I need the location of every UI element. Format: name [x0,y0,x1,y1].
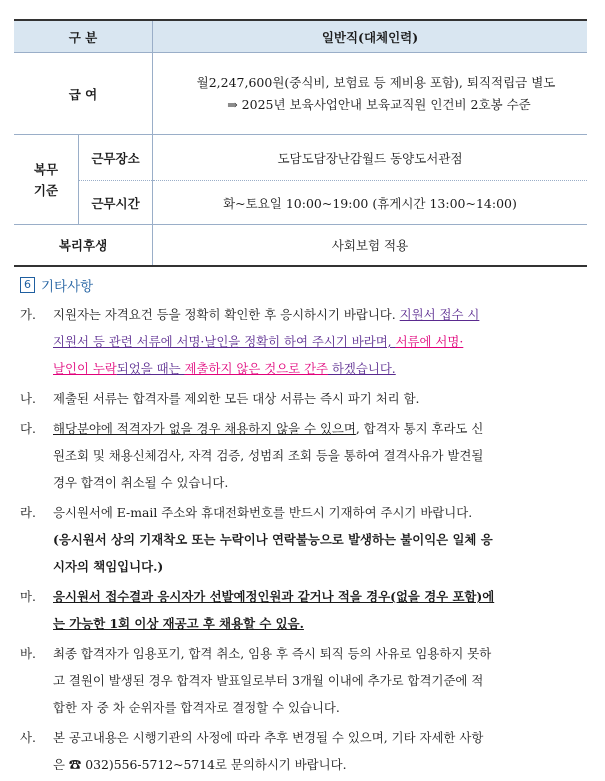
item-text-highlight: 지원서 등 관련 서류에 서명·날인을 정확히 하여 주시기 바라며, [53,334,396,349]
item-text: 고 결원이 발생된 경우 합격자 발표일로부터 3개월 이내에 추가로 합격기준에 적 [53,673,484,688]
pay-label: 급 여 [14,53,153,135]
item-marker: 바. [20,646,36,661]
item-text-highlight: 지원서 접수 시 [399,307,480,322]
item-marker: 마. [20,589,36,604]
item-text: 지원자는 자격요건 등을 정확히 확인한 후 응시하시기 바랍니다. [53,307,400,322]
item-text: 합한 자 중 차 순위자를 합격자로 결정할 수 있습니다. [53,700,340,715]
section-title: 기타사항 [41,279,94,295]
welfare-value: 사회보험 적용 [153,225,588,267]
table-header-row [14,20,587,53]
item-note: 시자의 책임입니다.) [53,559,164,574]
item-text-underlined: 해당분야에 적격자가 없을 경우 채용하지 않을 수 있으며 [53,421,356,436]
list-item-ra [20,499,592,580]
table-row-work-hours [14,181,587,225]
job-info-table [14,19,587,267]
pay-value-line1: 월2,247,600원(중식비, 보험료 등 제비용 포함), 퇴직적립금 별도 [196,74,556,90]
work-place-value: 도담도담장난감월드 동양도서관점 [153,135,588,181]
item-text-warning: 서류에 서명· [395,334,464,349]
table-row-welfare [14,225,587,267]
duty-label-line1: 복무 [33,161,59,177]
list-item-ba [20,640,592,721]
duty-label [14,135,79,225]
work-hours-value: 화~토요일 10:00~19:00 (휴게시간 13:00~14:00) [153,181,588,225]
contact-phone-text: 032)556-5712~5714로 문의하시기 바랍니다. [81,757,347,772]
list-item-ma [20,583,592,637]
item-text: 본 공고내용은 시행기관의 사정에 따라 추후 변경될 수 있으며, 기타 자세한 사항 [53,730,484,745]
list-item-da [20,415,592,496]
header-category: 구 분 [14,20,153,53]
item-text: 응시원서에 E-mail 주소와 휴대전화번호를 반드시 기재하여 주시기 바랍니다. [53,505,473,520]
item-text-highlight: 되었을 때는 [116,361,185,376]
pay-value [153,53,588,135]
item-marker: 가. [20,307,36,322]
work-hours-label: 근무시간 [79,181,153,225]
item-text: 원조회 및 채용신체검사, 자격 검증, 성범죄 조회 등을 통하여 결격사유가 발견될 [53,448,484,463]
work-place-label: 근무장소 [79,135,153,181]
item-text-warning: 날인이 누락 [53,361,117,376]
header-position-type: 일반직(대체인력) [153,20,588,53]
list-item-ga [20,301,592,382]
item-note: (응시원서 상의 기재착오 또는 누락이나 연락불능으로 발생하는 불이익은 일체 응 [53,532,493,547]
item-text-highlight: 하겠습니다. [328,361,396,376]
item-text-underlined: 는 가능한 1회 이상 재공고 후 채용할 수 있음. [53,616,304,631]
phone-icon: ☎ [68,757,82,772]
item-text: 제출된 서류는 합격자를 제외한 모든 대상 서류는 즉시 파기 처리 함. [53,391,420,406]
list-item-sa [20,724,592,778]
item-text-underlined: 응시원서 접수결과 응시자가 선발예정인원과 같거나 적을 경우(없을 경우 포함)에 [53,589,495,604]
welfare-label: 복리후생 [14,225,153,267]
section-heading-other-matters [20,275,93,295]
pay-value-line2: ⇒ 2025년 보육사업안내 보육교직원 인건비 2호봉 수준 [227,96,531,112]
item-marker: 라. [20,505,36,520]
item-marker: 나. [20,391,36,406]
item-text-warning: 제출하지 않은 것으로 간주 [184,361,329,376]
item-text: 경우 합격이 취소될 수 있습니다. [53,475,229,490]
duty-label-line2: 기준 [33,182,59,198]
item-marker: 다. [20,421,36,436]
table-row-pay [14,53,587,135]
item-text: 은 [53,757,69,772]
item-text: 최종 합격자가 임용포기, 합격 취소, 임용 후 즉시 퇴직 등의 사유로 임용하지 못하 [53,646,492,661]
item-text: , 합격자 통지 후라도 신 [355,421,484,436]
list-item-na [20,385,592,412]
table-row-work-place [14,135,587,181]
item-marker: 사. [20,730,36,745]
section-number-box: 6 [20,277,35,293]
other-matters-list [20,301,592,781]
